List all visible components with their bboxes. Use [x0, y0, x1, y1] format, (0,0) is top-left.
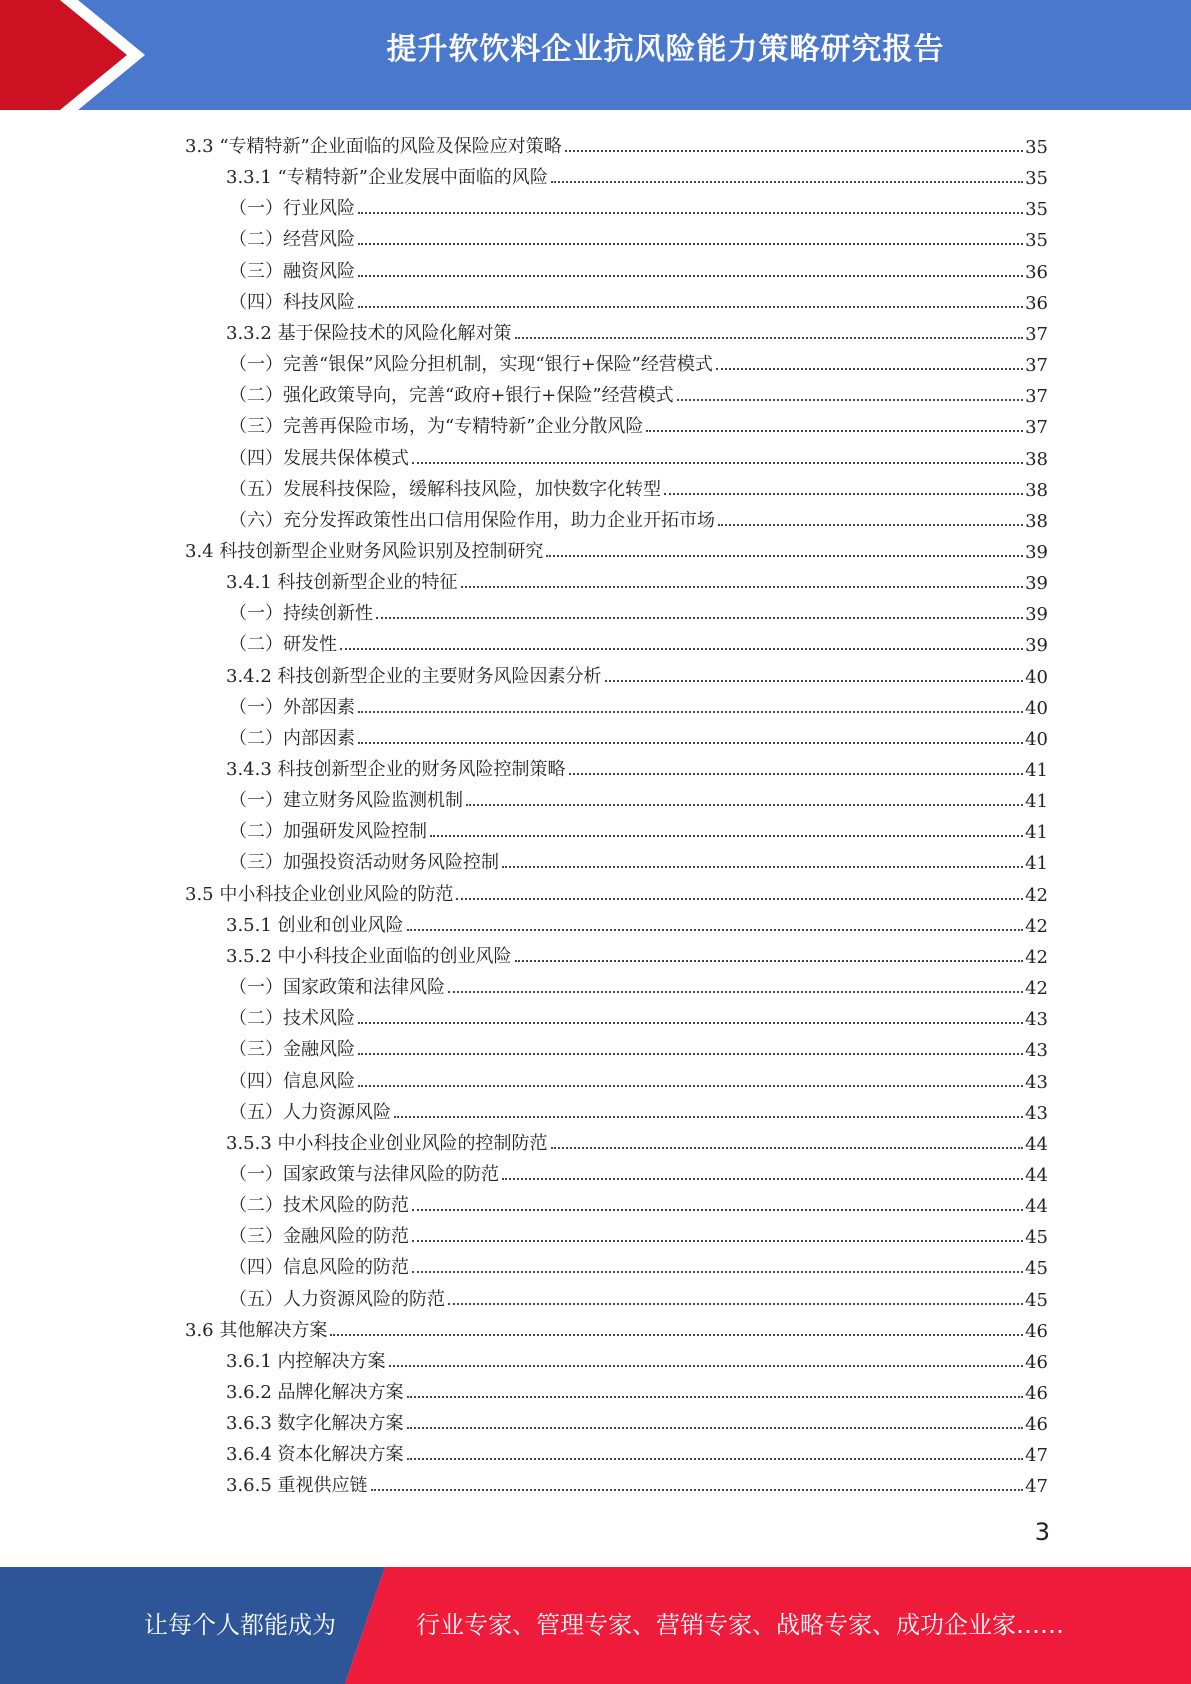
- toc-dot-leader: [358, 741, 1023, 744]
- toc-entry-title: （三）金融风险: [229, 1039, 355, 1061]
- toc-entry[interactable]: [226, 1466, 1048, 1497]
- toc-entry-page: 39: [1025, 604, 1048, 626]
- toc-entry-title: （三）完善再保险市场，为“专精特新”企业分散风险: [229, 416, 644, 438]
- toc-dot-leader: [358, 211, 1023, 214]
- toc-dot-leader: [448, 1302, 1023, 1305]
- toc-entry-title: （一）建立财务风险监测机制: [229, 790, 463, 812]
- toc-entry-title: （二）内部因素: [229, 727, 355, 749]
- toc-entry-page: 37: [1025, 323, 1048, 345]
- toc-entry[interactable]: [226, 1342, 1048, 1373]
- toc-dot-leader: [718, 523, 1023, 526]
- toc-entry-title: （二）强化政策导向，完善“政府+银行+保险”经营模式: [229, 385, 674, 407]
- toc-dot-leader: [456, 897, 1023, 900]
- toc-dot-leader: [515, 959, 1024, 962]
- toc-dot-leader: [664, 492, 1023, 495]
- toc-dot-leader: [569, 772, 1024, 775]
- toc-entry[interactable]: [226, 1404, 1048, 1435]
- toc-entry-page: 41: [1025, 853, 1048, 875]
- toc-entry[interactable]: [229, 1248, 1048, 1279]
- toc-dot-leader: [646, 429, 1023, 432]
- toc-entry[interactable]: [229, 625, 1048, 656]
- toc-entry-page: 35: [1025, 168, 1048, 190]
- toc-entry[interactable]: [229, 1217, 1048, 1248]
- toc-dot-leader: [677, 398, 1024, 401]
- toc-entry-title: 3.4.2 科技创新型企业的主要财务风险因素分析: [226, 665, 602, 687]
- toc-entry-title: （三）融资风险: [229, 260, 355, 282]
- page-footer: [0, 1567, 1191, 1684]
- toc-entry-page: 36: [1025, 292, 1048, 314]
- toc-dot-leader: [389, 1364, 1024, 1367]
- toc-dot-leader: [502, 865, 1023, 868]
- toc-entry-page: 38: [1025, 479, 1048, 501]
- toc-entry-page: 37: [1025, 355, 1048, 377]
- toc-entry[interactable]: [229, 843, 1048, 874]
- toc-entry-title: （三）金融风险的防范: [229, 1226, 409, 1248]
- toc-dot-leader: [551, 180, 1023, 183]
- toc-entry-page: 35: [1025, 230, 1048, 252]
- toc-entry[interactable]: [226, 750, 1048, 781]
- toc-entry[interactable]: [226, 937, 1048, 968]
- footer-slogan-right: 行业专家、管理专家、营销专家、战略专家、成功企业家……: [416, 1611, 1064, 1639]
- toc-dot-leader: [412, 1239, 1023, 1242]
- toc-entry-title: 3.3.2 基于保险技术的风险化解对策: [226, 322, 512, 344]
- toc-entry[interactable]: [229, 1186, 1048, 1217]
- footer-slogan-left: 让每个人都能成为: [144, 1611, 336, 1639]
- toc-entry-title: 3.5.2 中小科技企业面临的创业风险: [226, 945, 512, 967]
- toc-entry[interactable]: [226, 1435, 1048, 1466]
- toc-entry-page: 42: [1025, 915, 1048, 937]
- toc-entry[interactable]: [185, 875, 1048, 906]
- toc-entry-page: 43: [1025, 1102, 1048, 1124]
- toc-dot-leader: [407, 1395, 1024, 1398]
- toc-entry-title: （四）科技风险: [229, 291, 355, 313]
- toc-entry-page: 42: [1025, 946, 1048, 968]
- toc-dot-leader: [502, 1177, 1023, 1180]
- toc-entry-title: （二）技术风险的防范: [229, 1195, 409, 1217]
- toc-entry-page: 43: [1025, 1009, 1048, 1031]
- toc-entry[interactable]: [229, 376, 1048, 407]
- toc-entry-page: 39: [1025, 573, 1048, 595]
- toc-entry[interactable]: [229, 1062, 1048, 1093]
- toc-dot-leader: [412, 461, 1023, 464]
- toc-entry-title: 3.4.1 科技创新型企业的特征: [226, 572, 458, 594]
- toc-entry[interactable]: [229, 220, 1048, 251]
- toc-dot-leader: [358, 242, 1023, 245]
- toc-entry-page: 45: [1025, 1289, 1048, 1311]
- toc-entry-title: （一）完善“银保”风险分担机制，实现“银行+保险”经营模式: [229, 354, 713, 376]
- toc-dot-leader: [412, 1208, 1023, 1211]
- toc-entry-title: （五）发展科技保险，缓解科技风险，加快数字化转型: [229, 478, 661, 500]
- toc-entry-title: （一）国家政策和法律风险: [229, 977, 445, 999]
- toc-entry-title: 3.6.1 内控解决方案: [226, 1350, 386, 1372]
- toc-entry-title: （五）人力资源风险的防范: [229, 1288, 445, 1310]
- toc-dot-leader: [376, 616, 1023, 619]
- toc-entry-page: 45: [1025, 1227, 1048, 1249]
- toc-entry-title: （二）加强研发风险控制: [229, 821, 427, 843]
- toc-entry-title: （五）人力资源风险: [229, 1101, 391, 1123]
- toc-entry-title: （一）持续创新性: [229, 603, 373, 625]
- toc-entry-page: 40: [1025, 697, 1048, 719]
- toc-entry[interactable]: [229, 283, 1048, 314]
- toc-entry-page: 46: [1025, 1414, 1048, 1436]
- toc-entry-page: 45: [1025, 1258, 1048, 1280]
- toc-dot-leader: [407, 928, 1024, 931]
- toc-entry[interactable]: [229, 345, 1048, 376]
- toc-entry-page: 43: [1025, 1040, 1048, 1062]
- toc-entry[interactable]: [229, 1030, 1048, 1061]
- toc-entry-page: 37: [1025, 417, 1048, 439]
- toc-dot-leader: [551, 1146, 1024, 1149]
- toc-entry-page: 38: [1025, 510, 1048, 532]
- toc-entry[interactable]: [229, 439, 1048, 470]
- toc-entry-page: 39: [1025, 635, 1048, 657]
- toc-dot-leader: [358, 1021, 1023, 1024]
- toc-dot-leader: [358, 1052, 1023, 1055]
- toc-entry-page: 40: [1025, 728, 1048, 750]
- toc-entry-title: （一）行业风险: [229, 198, 355, 220]
- toc-entry[interactable]: [226, 563, 1048, 594]
- toc-dot-leader: [358, 710, 1023, 713]
- toc-entry-title: （三）加强投资活动财务风险控制: [229, 852, 499, 874]
- toc-entry[interactable]: [229, 407, 1048, 438]
- toc-dot-leader: [605, 679, 1024, 682]
- toc-entry-page: 46: [1025, 1320, 1048, 1342]
- toc-dot-leader: [430, 834, 1023, 837]
- toc-entry[interactable]: [226, 1373, 1048, 1404]
- toc-entry-title: （二）研发性: [229, 634, 337, 656]
- toc-entry[interactable]: [226, 906, 1048, 937]
- toc-entry-title: （四）信息风险的防范: [229, 1257, 409, 1279]
- toc-entry-title: 3.4.3 科技创新型企业的财务风险控制策略: [226, 759, 566, 780]
- toc-entry-title: （四）发展共保体模式: [229, 447, 409, 469]
- toc-entry-page: 44: [1025, 1133, 1048, 1155]
- toc-entry-page: 41: [1025, 760, 1048, 781]
- toc-entry[interactable]: [229, 812, 1048, 843]
- toc-entry[interactable]: [185, 532, 1048, 563]
- toc-entry-title: 3.3.1 “专精特新”企业发展中面临的风险: [226, 167, 548, 189]
- toc-entry-page: 42: [1025, 978, 1048, 1000]
- toc-entry[interactable]: [229, 1093, 1048, 1124]
- toc-dot-leader: [461, 585, 1024, 588]
- toc-dot-leader: [358, 305, 1023, 308]
- page-number: 3: [1034, 1518, 1050, 1546]
- toc-entry[interactable]: [229, 501, 1048, 532]
- toc-entry-title: 3.5 中小科技企业创业风险的防范: [185, 883, 454, 905]
- toc-dot-leader: [716, 367, 1023, 370]
- toc-entry[interactable]: [185, 1311, 1048, 1342]
- toc-entry-page: 47: [1025, 1445, 1048, 1467]
- toc-entry[interactable]: [229, 1280, 1048, 1311]
- page-header: [0, 0, 1191, 110]
- toc-entry-title: 3.5.1 创业和创业风险: [226, 914, 404, 936]
- toc-entry-page: 46: [1025, 1351, 1048, 1373]
- toc-entry[interactable]: [229, 1155, 1048, 1186]
- toc-entry[interactable]: [229, 594, 1048, 625]
- toc-entry-page: 41: [1025, 791, 1048, 813]
- toc-entry[interactable]: [226, 657, 1048, 688]
- toc-entry-page: 37: [1025, 386, 1048, 408]
- toc-entry[interactable]: [229, 189, 1048, 220]
- toc-entry-title: 3.6.2 品牌化解决方案: [226, 1382, 404, 1403]
- toc-dot-leader: [466, 803, 1023, 806]
- toc-entry-page: 40: [1025, 666, 1048, 688]
- toc-entry-title: （一）外部因素: [229, 696, 355, 718]
- toc-entry-page: 35: [1025, 199, 1048, 221]
- toc-dot-leader: [330, 1333, 1023, 1336]
- toc-entry[interactable]: [229, 968, 1048, 999]
- toc-entry-page: 38: [1025, 448, 1048, 470]
- toc-entry[interactable]: [226, 158, 1048, 189]
- toc-entry-page: 47: [1025, 1476, 1048, 1498]
- toc-entry-title: 3.5.3 中小科技企业创业风险的控制防范: [226, 1132, 548, 1154]
- toc-dot-leader: [394, 1115, 1023, 1118]
- toc-dot-leader: [407, 1457, 1024, 1460]
- toc-dot-leader: [565, 149, 1023, 152]
- toc-dot-leader: [412, 1270, 1023, 1273]
- toc-dot-leader: [407, 1426, 1024, 1429]
- toc-entry[interactable]: [229, 999, 1048, 1030]
- toc-dot-leader: [358, 1084, 1023, 1087]
- toc-entry[interactable]: [229, 781, 1048, 812]
- toc-entry-title: 3.3 “专精特新”企业面临的风险及保险应对策略: [185, 136, 562, 157]
- toc-entry-title: （二）经营风险: [229, 229, 355, 251]
- toc-dot-leader: [515, 336, 1024, 339]
- toc-entry-title: 3.6.3 数字化解决方案: [226, 1413, 404, 1435]
- toc-dot-leader: [448, 990, 1023, 993]
- toc-entry[interactable]: [185, 127, 1048, 158]
- toc-entry[interactable]: [229, 688, 1048, 719]
- toc-entry-page: 46: [1025, 1383, 1048, 1404]
- toc-dot-leader: [371, 1488, 1024, 1491]
- document-title: 提升软饮料企业抗风险能力策略研究报告: [386, 32, 945, 67]
- toc-entry-title: （一）国家政策与法律风险的防范: [229, 1163, 499, 1185]
- toc-dot-leader: [546, 554, 1023, 557]
- toc-dot-leader: [358, 274, 1023, 277]
- toc-entry[interactable]: [229, 470, 1048, 501]
- toc-entry-page: 36: [1025, 261, 1048, 283]
- toc-entry[interactable]: [226, 1124, 1048, 1155]
- toc-entry-title: （四）信息风险: [229, 1070, 355, 1092]
- toc-entry-page: 42: [1025, 884, 1048, 906]
- toc-entry-page: 43: [1025, 1071, 1048, 1093]
- toc-entry-title: （二）技术风险: [229, 1008, 355, 1030]
- toc-entry-title: 3.6 其他解决方案: [185, 1319, 328, 1341]
- toc-entry-title: （六）充分发挥政策性出口信用保险作用，助力企业开拓市场: [229, 509, 715, 531]
- toc-entry-page: 44: [1025, 1164, 1048, 1186]
- toc-entry[interactable]: [226, 314, 1048, 345]
- toc-entry-page: 44: [1025, 1196, 1048, 1218]
- toc-entry-page: 39: [1025, 541, 1048, 563]
- toc-entry-title: 3.4 科技创新型企业财务风险识别及控制研究: [185, 540, 544, 562]
- toc-entry[interactable]: [229, 252, 1048, 283]
- toc-entry-title: 3.6.4 资本化解决方案: [226, 1444, 404, 1466]
- toc-dot-leader: [340, 647, 1023, 650]
- toc-entry-title: 3.6.5 重视供应链: [226, 1475, 368, 1497]
- toc-entry[interactable]: [229, 719, 1048, 750]
- toc-entry-page: 41: [1025, 822, 1048, 844]
- toc-entry-page: 35: [1025, 137, 1048, 158]
